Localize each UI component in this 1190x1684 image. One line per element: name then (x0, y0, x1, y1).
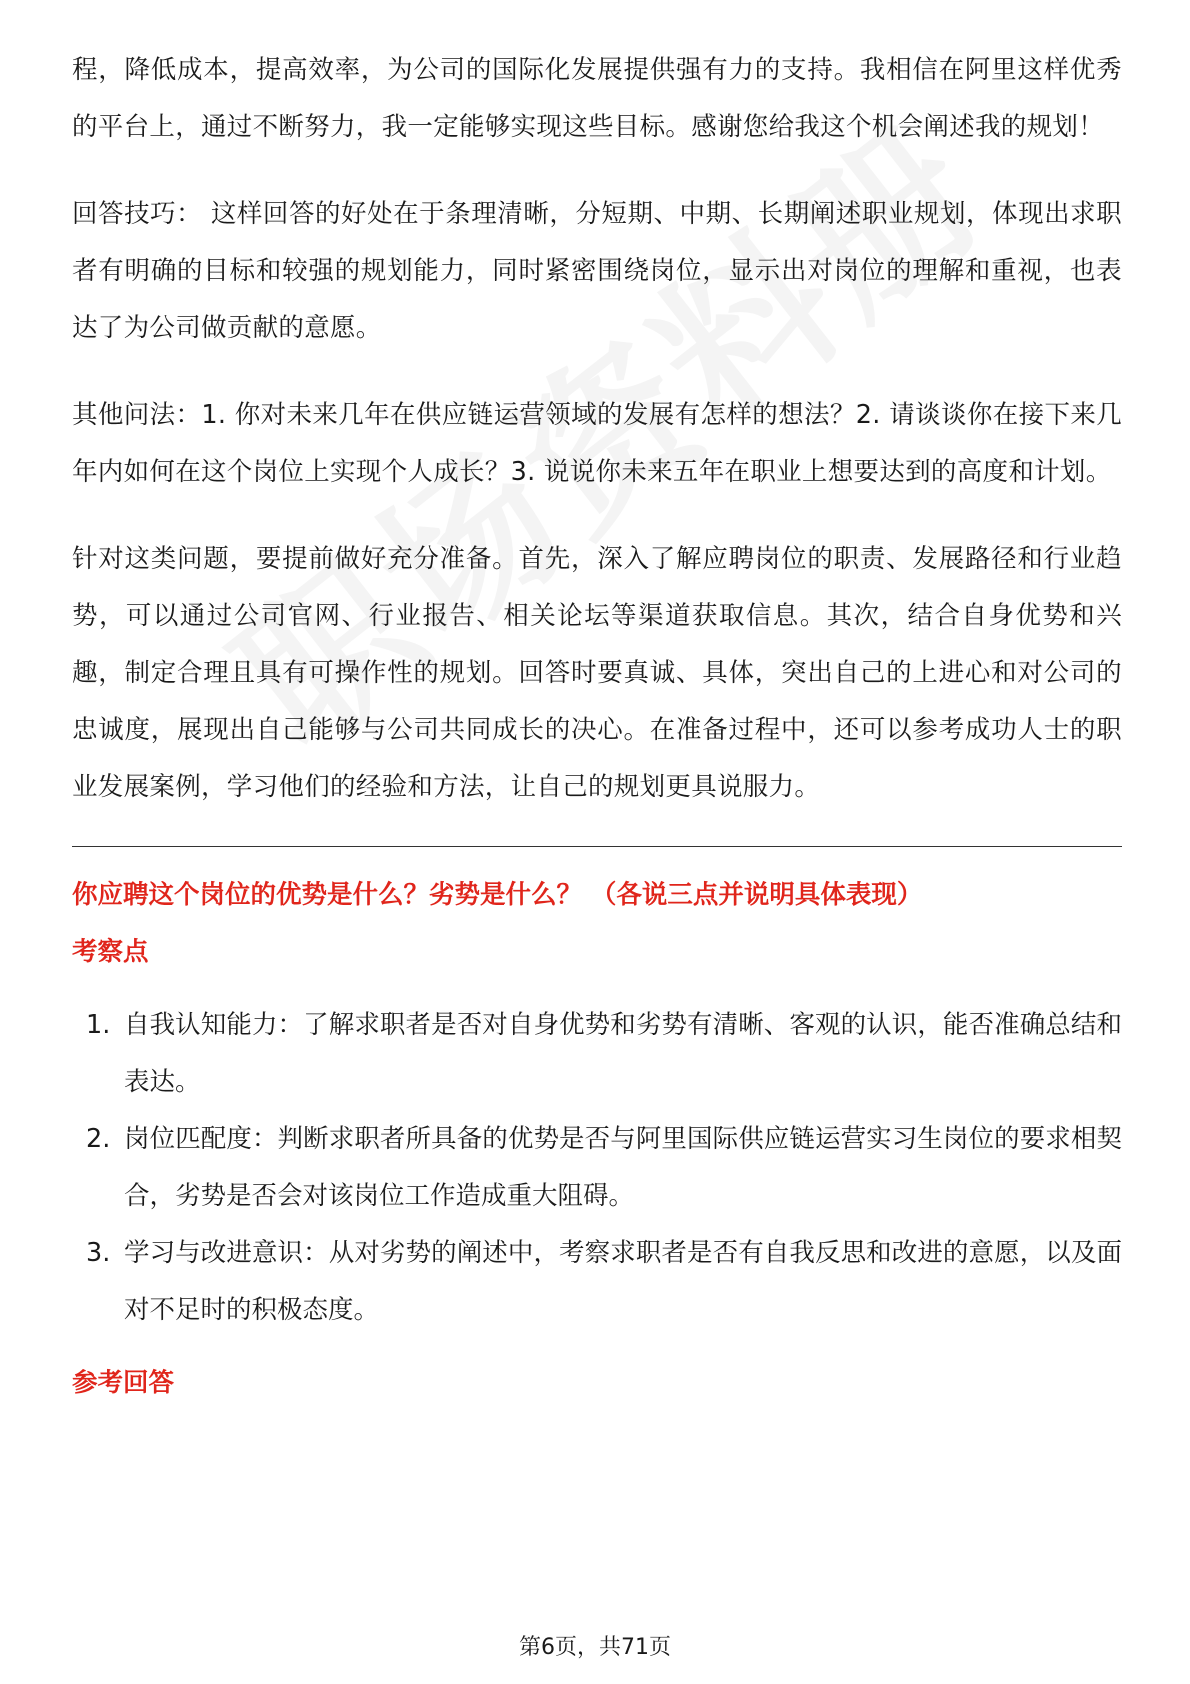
list-item-number: 2. (86, 1124, 111, 1154)
document-page (72, 42, 1122, 1412)
paragraph-preparation-advice: 针对这类问题，要提前做好充分准备。首先，深入了解应聘岗位的职责、发展路径和行业趋势，可以通过公司官网、行业报告、相关论坛等渠道获取信息。其次，结合自身优势和兴趣，制定合理且具有可操作性的规划。回答时要真诚、具体，突出自己的上进心和对公司的忠诚度，展现出自己能够与公司共同成长的决心。在准备过程中，还可以参考成功人士的职业发展案例，学习他们的经验和方法，让自己的规划更具说服力。 (72, 544, 1122, 802)
answer-heading: 参考回答 (72, 1368, 175, 1398)
list-item-text: 岗位匹配度：判断求职者所具备的优势是否与阿里国际供应链运营实习生岗位的要求相契合，劣势是否会对该岗位工作造成重大阻碍。 (124, 1124, 1122, 1211)
list-item-text: 学习与改进意识：从对劣势的阐述中，考察求职者是否有自我反思和改进的意愿，以及面对不足时的积极态度。 (124, 1238, 1122, 1325)
section-divider (72, 846, 1122, 847)
list-item (72, 997, 1122, 1111)
focus-list (72, 997, 1122, 1339)
focus-heading: 考察点 (72, 937, 149, 967)
paragraph-plan-conclusion: 程，降低成本，提高效率，为公司的国际化发展提供强有力的支持。我相信在阿里这样优秀的平台上，通过不断努力，我一定能够实现这些目标。感谢您给我这个机会阐述我的规划！ (72, 55, 1122, 142)
list-item-number: 1. (86, 1010, 111, 1040)
paragraph-answer-tips: 回答技巧： 这样回答的好处在于条理清晰，分短期、中期、长期阐述职业规划，体现出求职者有明确的目标和较强的规划能力，同时紧密围绕岗位，显示出对岗位的理解和重视，也表达了为公司做贡献的意愿。 (72, 199, 1122, 343)
page-footer: 第6页，共71页 (519, 1635, 671, 1660)
list-item (72, 1111, 1122, 1225)
question-title: 你应聘这个岗位的优势是什么？劣势是什么？ （各说三点并说明具体表现） (72, 880, 923, 910)
list-item-number: 3. (86, 1238, 111, 1268)
list-item (72, 1225, 1122, 1339)
list-item-text: 自我认知能力：了解求职者是否对自身优势和劣势有清晰、客观的认识，能否准确总结和表达。 (124, 1010, 1122, 1097)
paragraph-other-questions: 其他问法：1. 你对未来几年在供应链运营领域的发展有怎样的想法？2. 请谈谈你在接下来几年内如何在这个岗位上实现个人成长？3. 说说你未来五年在职业上想要达到的高度和计划。 (72, 400, 1122, 487)
